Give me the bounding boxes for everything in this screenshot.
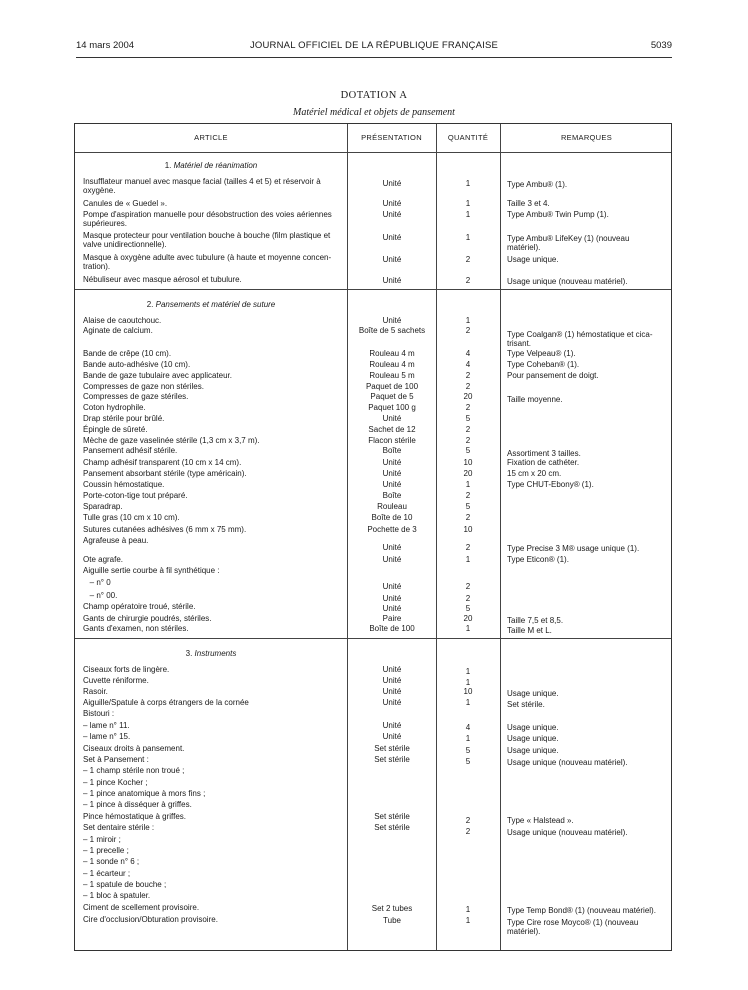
cell-article: – 1 spatule de bouche ; <box>83 880 167 889</box>
cell-quantite: 1 <box>465 734 471 743</box>
cell-article: Ciment de scellement provisoire. <box>83 903 200 912</box>
cell-remarques: Fixation de cathéter. <box>507 458 580 467</box>
cell-article: Coussin hémostatique. <box>83 480 165 489</box>
cell-article: Tulle gras (10 cm x 10 cm). <box>83 513 180 522</box>
cell-quantite: 5 <box>465 414 471 423</box>
cell-article: Compresses de gaze non stériles. <box>83 382 204 391</box>
section-heading <box>75 649 347 658</box>
cell-quantite: 2 <box>465 594 471 603</box>
cell-article: Épingle de sûreté. <box>83 425 148 434</box>
cell-presentation: Set stérile <box>374 744 410 753</box>
cell-remarques: Type Eticon® (1). <box>507 555 569 564</box>
cell-presentation: Unité <box>382 316 402 325</box>
cell-presentation: Rouleau 5 m <box>369 371 415 380</box>
cell-remarques: Usage unique. <box>507 734 559 743</box>
cell-presentation: Unité <box>382 665 402 674</box>
cell-quantite: 4 <box>465 349 471 358</box>
cell-article: Gants de chirurgie poudrés, stériles. <box>83 614 212 623</box>
cell-article: Bande de crêpe (10 cm). <box>83 349 172 358</box>
cell-article: – lame n° 15. <box>83 732 131 741</box>
section-title: Instruments <box>194 649 237 658</box>
cell-article: Pompe d'aspiration manuelle pour désobstruction des voies aériennes supérieures. <box>83 210 332 228</box>
cell-presentation: Unité <box>382 199 402 208</box>
cell-quantite: 2 <box>465 425 471 434</box>
cell-remarques: Pour pansement de doigt. <box>507 371 599 380</box>
cell-remarques: Type Coalgan® (1) hémostatique et cica- trisant. <box>507 330 653 348</box>
cell-quantite: 20 <box>463 469 473 478</box>
cell-article: – 1 sonde n° 6 ; <box>83 857 140 866</box>
header-page-number: 5039 <box>650 40 672 51</box>
col-header-remarques: REMARQUES <box>560 133 613 142</box>
cell-presentation: Paquet de 100 <box>365 382 419 391</box>
cell-article: Cuvette réniforme. <box>83 676 149 685</box>
cell-article: Porte-coton-tige tout préparé. <box>83 491 188 500</box>
cell-presentation: Unité <box>382 698 402 707</box>
cell-presentation: Rouleau 4 m <box>369 349 415 358</box>
cell-article: – 1 champ stérile non troué ; <box>83 766 185 775</box>
cell-quantite: 2 <box>465 371 471 380</box>
cell-quantite: 1 <box>465 916 471 925</box>
cell-presentation: Rouleau <box>377 502 407 511</box>
cell-presentation: Unité <box>382 458 402 467</box>
cell-article: Set à Pansement : <box>83 755 149 764</box>
cell-article: Masque protecteur pour ventilation bouche à bouche (film plastique et valve unidirectionnelle). <box>83 231 331 249</box>
col-header-presentation: PRÉSENTATION <box>361 133 422 142</box>
section-title: Pansements et matériel de suture <box>155 300 276 309</box>
cell-remarques: Usage unique (nouveau matériel). <box>507 277 628 286</box>
cell-article: Ote agrafe. <box>83 555 124 564</box>
cell-article: Gants d'examen, non stériles. <box>83 624 189 633</box>
page-header <box>76 40 672 56</box>
cell-presentation: Unité <box>382 469 402 478</box>
cell-quantite: 1 <box>465 624 471 633</box>
cell-article: – 1 pince anatomique à mors fins ; <box>83 789 206 798</box>
cell-remarques: Taille 3 et 4. <box>507 199 550 208</box>
header-rule <box>76 57 672 58</box>
document-subtitle: Matériel médical et objets de pansement <box>293 107 455 118</box>
cell-presentation: Set stérile <box>374 755 410 764</box>
cell-article: – 1 pince à disséquer à griffes. <box>83 800 192 809</box>
cell-remarques: Usage unique. <box>507 723 559 732</box>
header-date: 14 mars 2004 <box>76 40 135 51</box>
col-header-quantite: QUANTITÉ <box>447 133 489 142</box>
cell-presentation: Unité <box>382 555 402 564</box>
cell-presentation: Unité <box>382 480 402 489</box>
cell-quantite: 20 <box>463 614 473 623</box>
cell-article: Mèche de gaze vaselinée stérile (1,3 cm x 3,7 m). <box>83 436 260 445</box>
cell-presentation: Unité <box>382 233 402 242</box>
cell-article: Pince hémostatique à griffes. <box>83 812 187 821</box>
cell-article: – n° 0 <box>83 578 111 587</box>
cell-presentation: Unité <box>382 687 402 696</box>
cell-remarques: Type « Halstead ». <box>507 816 574 825</box>
cell-article: Canules de « Guedel ». <box>83 199 168 208</box>
cell-quantite: 2 <box>465 403 471 412</box>
cell-presentation: Set stérile <box>374 812 410 821</box>
cell-quantite: 20 <box>463 392 473 401</box>
cell-presentation: Unité <box>382 732 402 741</box>
cell-remarques: Usage unique. <box>507 689 559 698</box>
cell-quantite: 1 <box>465 678 471 687</box>
cell-article: Cire d'occlusion/Obturation provisoire. <box>83 915 218 924</box>
cell-quantite: 1 <box>465 667 471 676</box>
cell-quantite: 1 <box>465 480 471 489</box>
cell-remarques: Type Cire rose Moyco® (1) (nouveau matériel). <box>507 918 639 936</box>
cell-presentation: Paire <box>382 614 402 623</box>
col-divider <box>500 124 501 950</box>
cell-remarques: Type Velpeau® (1). <box>507 349 576 358</box>
cell-article: Alaise de caoutchouc. <box>83 316 162 325</box>
cell-article: Coton hydrophile. <box>83 403 146 412</box>
header-row-divider <box>75 152 671 153</box>
cell-presentation: Paquet de 5 <box>370 392 414 401</box>
cell-quantite: 2 <box>465 276 471 285</box>
cell-article: Aiguille sertie courbe à fil synthétique : <box>83 566 220 575</box>
cell-quantite: 10 <box>463 458 473 467</box>
cell-remarques: Type CHUT-Ebony® (1). <box>507 480 594 489</box>
cell-remarques: Type Ambu® Twin Pump (1). <box>507 210 609 219</box>
cell-quantite: 5 <box>465 446 471 455</box>
cell-article: Champ adhésif transparent (10 cm x 14 cm). <box>83 458 242 467</box>
cell-presentation: Unité <box>382 676 402 685</box>
cell-presentation: Unité <box>382 276 402 285</box>
cell-article: Ciseaux forts de lingère. <box>83 665 170 674</box>
cell-article: Pansement adhésif stérile. <box>83 446 178 455</box>
cell-quantite: 2 <box>465 382 471 391</box>
cell-presentation: Boîte de 100 <box>369 624 415 633</box>
cell-remarques: Usage unique. <box>507 255 559 264</box>
cell-presentation: Boîte <box>382 491 402 500</box>
cell-article: Drap stérile pour brûlé. <box>83 414 165 423</box>
cell-article: Sparadrap. <box>83 502 123 511</box>
cell-presentation: Unité <box>382 210 402 219</box>
cell-article: Nébuliseur avec masque aérosol et tubulure. <box>83 275 242 284</box>
cell-presentation: Boîte de 5 sachets <box>358 326 426 335</box>
cell-quantite: 1 <box>465 316 471 325</box>
cell-quantite: 1 <box>465 555 471 564</box>
cell-quantite: 2 <box>465 582 471 591</box>
cell-quantite: 2 <box>465 491 471 500</box>
cell-quantite: 10 <box>463 687 473 696</box>
cell-remarques: Type Coheban® (1). <box>507 360 580 369</box>
cell-quantite: 1 <box>465 905 471 914</box>
cell-article: Bande auto-adhésive (10 cm). <box>83 360 191 369</box>
document-title: DOTATION A <box>340 90 408 101</box>
cell-article: Set dentaire stérile : <box>83 823 155 832</box>
cell-article: Rasoir. <box>83 687 108 696</box>
cell-quantite: 10 <box>463 525 473 534</box>
section-number: 3. <box>185 649 193 658</box>
cell-article: – 1 écarteur ; <box>83 869 131 878</box>
cell-presentation: Unité <box>382 179 402 188</box>
cell-remarques: Usage unique. <box>507 746 559 755</box>
cell-article: Bistouri : <box>83 709 115 718</box>
cell-presentation: Unité <box>382 582 402 591</box>
cell-article: – 1 pince Kocher ; <box>83 778 148 787</box>
cell-presentation: Set stérile <box>374 823 410 832</box>
cell-quantite: 5 <box>465 746 471 755</box>
col-header-article: ARTICLE <box>194 133 228 142</box>
cell-remarques: Taille M et L. <box>507 626 552 635</box>
cell-remarques: Set stérile. <box>507 700 545 709</box>
cell-presentation: Unité <box>382 721 402 730</box>
cell-article: Insufflateur manuel avec masque facial (tailles 4 et 5) et réservoir à oxygène. <box>83 177 321 195</box>
cell-quantite: 5 <box>465 502 471 511</box>
cell-presentation: Unité <box>382 255 402 264</box>
cell-article: Pansement absorbant stérile (type américain). <box>83 469 247 478</box>
cell-presentation: Pochette de 3 <box>367 525 417 534</box>
cell-quantite: 2 <box>465 827 471 836</box>
cell-remarques: Type Ambu® LifeKey (1) (nouveau matériel). <box>507 234 630 252</box>
cell-quantite: 2 <box>465 513 471 522</box>
cell-remarques: Type Ambu® (1). <box>507 180 568 189</box>
cell-remarques: Type Temp Bond® (1) (nouveau matériel). <box>507 906 656 915</box>
cell-quantite: 1 <box>465 233 471 242</box>
cell-article: Sutures cutanées adhésives (6 mm x 75 mm). <box>83 525 247 534</box>
cell-quantite: 1 <box>465 210 471 219</box>
cell-quantite: 1 <box>465 179 471 188</box>
cell-remarques: Usage unique (nouveau matériel). <box>507 828 628 837</box>
cell-quantite: 5 <box>465 604 471 613</box>
cell-presentation: Boîte de 10 <box>371 513 413 522</box>
header-journal-title: JOURNAL OFFICIEL DE LA RÉPUBLIQUE FRANÇAISE <box>249 40 499 51</box>
cell-article: Ciseaux droits à pansement. <box>83 744 185 753</box>
cell-presentation: Rouleau 4 m <box>369 360 415 369</box>
cell-remarques: 15 cm x 20 cm. <box>507 469 562 478</box>
cell-presentation: Unité <box>382 543 402 552</box>
cell-presentation: Unité <box>382 414 402 423</box>
cell-quantite: 4 <box>465 723 471 732</box>
cell-remarques: Assortiment 3 tailles. <box>507 449 581 458</box>
section-divider <box>75 289 671 290</box>
cell-article: – lame n° 11. <box>83 721 130 730</box>
cell-presentation: Unité <box>382 594 402 603</box>
cell-article: – n° 00. <box>83 591 118 600</box>
cell-presentation: Sachet de 12 <box>368 425 416 434</box>
cell-article: – 1 miroir ; <box>83 835 121 844</box>
dotation-table <box>74 123 672 951</box>
cell-article: Bande de gaze tubulaire avec applicateur. <box>83 371 232 380</box>
cell-quantite: 1 <box>465 199 471 208</box>
cell-article: Masque à oxygène adulte avec tubulure (à haute et moyenne concen- tration). <box>83 253 332 271</box>
section-heading <box>75 300 347 309</box>
section-number: 1. <box>164 161 172 170</box>
cell-article: Champ opératoire troué, stérile. <box>83 602 196 611</box>
cell-presentation: Flacon stérile <box>368 436 416 445</box>
cell-presentation: Set 2 tubes <box>371 904 413 913</box>
cell-presentation: Boîte <box>382 446 402 455</box>
section-title: Matériel de réanimation <box>173 161 258 170</box>
cell-remarques: Taille moyenne. <box>507 395 563 404</box>
section-number: 2. <box>146 300 154 309</box>
cell-remarques: Type Precise 3 M® usage unique (1). <box>507 544 640 553</box>
cell-article: Agrafeuse à peau. <box>83 536 149 545</box>
cell-presentation: Paquet 100 g <box>368 403 416 412</box>
cell-article: Compresses de gaze stériles. <box>83 392 189 401</box>
section-divider <box>75 638 671 639</box>
cell-quantite: 2 <box>465 436 471 445</box>
cell-presentation: Tube <box>383 916 401 925</box>
cell-quantite: 2 <box>465 326 471 335</box>
cell-article: Aginate de calcium. <box>83 326 153 335</box>
cell-article: – 1 bloc à spatuler. <box>83 891 151 900</box>
cell-remarques: Taille 7,5 et 8,5. <box>507 616 564 625</box>
cell-quantite: 2 <box>465 255 471 264</box>
cell-presentation: Unité <box>382 604 402 613</box>
cell-article: Aiguille/Spatule à corps étrangers de la cornée <box>83 698 249 707</box>
cell-quantite: 4 <box>465 360 471 369</box>
cell-remarques: Usage unique (nouveau matériel). <box>507 758 628 767</box>
cell-quantite: 2 <box>465 816 471 825</box>
cell-article: – 1 precelle ; <box>83 846 129 855</box>
cell-quantite: 1 <box>465 698 471 707</box>
cell-quantite: 5 <box>465 757 471 766</box>
cell-quantite: 2 <box>465 543 471 552</box>
section-heading <box>75 161 347 170</box>
